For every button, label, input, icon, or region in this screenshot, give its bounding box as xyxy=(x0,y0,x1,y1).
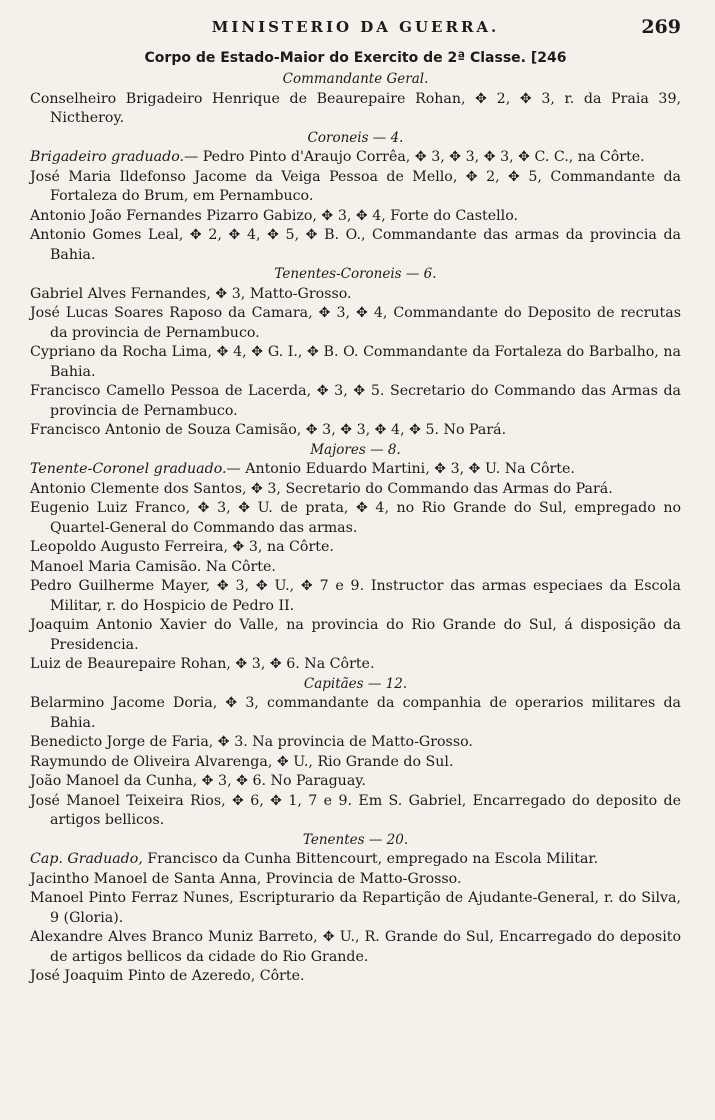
entry-text: Gabriel Alves Fernandes, ✥ 3, Matto-Grosso. xyxy=(30,285,352,302)
rank-subheading: Capitães — 12. xyxy=(303,675,408,692)
page-number: 269 xyxy=(641,16,681,38)
officer-entry xyxy=(30,753,681,773)
entry-text: João Manoel da Cunha, ✥ 3, ✥ 6. No Paraguay. xyxy=(30,773,366,789)
entry-text: Alexandre Alves Branco Muniz Barreto, ✥ U., R. Grande do Sul, Encarregado do deposito de artigos bellicos da cidade do Rio Grande. xyxy=(30,929,681,965)
entry-text: José Manoel Teixeira Rios, ✥ 6, ✥ 1, 7 e 9. Em S. Gabriel, Encarregado do deposito de artigos bellicos. xyxy=(30,792,681,828)
entry-text: Antonio Gomes Leal, ✥ 2, ✥ 4, ✥ 5, ✥ B. O., Commandante das armas da provincia da Bahia. xyxy=(30,227,681,263)
officer-entry xyxy=(30,226,681,265)
officer-entry xyxy=(30,538,681,558)
officer-entry xyxy=(30,382,681,421)
officer-entry xyxy=(30,655,681,675)
rank-label: Brigadeiro graduado. xyxy=(30,149,185,165)
officer-entry xyxy=(30,168,681,207)
section-title: Corpo de Estado-Maior do Exercito de 2ª Classe. [246 xyxy=(144,50,567,66)
entry-text: Manoel Pinto Ferraz Nunes, Escripturario da Repartição de Ajudante-General, r. do Silva, 9 (Gloria). xyxy=(30,890,681,926)
officer-entry xyxy=(30,148,681,168)
officer-entry xyxy=(30,499,681,538)
officer-entry xyxy=(30,577,681,616)
entry-text: Antonio João Fernandes Pizarro Gabizo, ✥ 3, ✥ 4, Forte do Castello. xyxy=(30,207,519,224)
entry-text: Belarmino Jacome Doria, ✥ 3, commandante da companhia de operarios militares da Bahia. xyxy=(30,695,681,731)
officer-entry xyxy=(30,870,681,890)
officer-entry xyxy=(30,460,681,480)
entry-text: Benedicto Jorge de Faria, ✥ 3. Na provincia de Matto-Grosso. xyxy=(30,734,473,750)
rank-subheading: Majores — 8. xyxy=(310,441,401,458)
officer-entry xyxy=(30,207,681,227)
entry-text: Luiz de Beaurepaire Rohan, ✥ 3, ✥ 6. Na Côrte. xyxy=(30,656,375,672)
officer-entry xyxy=(30,850,681,870)
document-body xyxy=(30,70,681,987)
entry-text: Joaquim Antonio Xavier do Valle, na provincia do Rio Grande do Sul, á disposição da Presidencia. xyxy=(30,617,681,653)
officer-entry xyxy=(30,889,681,928)
entry-text: Francisco Antonio de Souza Camisão, ✥ 3, ✥ 3, ✥ 4, ✥ 5. No Pará. xyxy=(30,422,507,438)
officer-entry xyxy=(30,928,681,967)
entry-text: Raymundo de Oliveira Alvarenga, ✥ U., Rio Grande do Sul. xyxy=(30,753,454,770)
officer-entry xyxy=(30,421,681,441)
entry-text: José Maria Ildefonso Jacome da Veiga Pessoa de Mello, ✥ 2, ✥ 5, Commandante da Fortaleza do Brum, em Pernambuco. xyxy=(30,168,681,204)
officer-entry xyxy=(30,90,681,129)
officer-entry xyxy=(30,694,681,733)
entry-text: Eugenio Luiz Franco, ✥ 3, ✥ U. de prata, ✥ 4, no Rio Grande do Sul, empregado no Quartel-General do Commando das armas. xyxy=(30,500,681,536)
rank-subheading: Tenentes — 20. xyxy=(302,831,409,848)
entry-text: Jacintho Manoel de Santa Anna, Provincia de Matto-Grosso. xyxy=(30,870,462,887)
rank-subheading: Tenentes-Coroneis — 6. xyxy=(274,266,437,282)
entry-text: José Joaquim Pinto de Azeredo, Côrte. xyxy=(30,968,305,984)
entry-text: — Antonio Eduardo Martini, ✥ 3, ✥ U. Na Côrte. xyxy=(226,461,575,477)
entry-text: Cypriano da Rocha Lima, ✥ 4, ✥ G. I., ✥ B. O. Commandante da Fortaleza do Barbalho, na Bahia. xyxy=(30,344,681,380)
entry-text: Leopoldo Augusto Ferreira, ✥ 3, na Côrte. xyxy=(30,539,334,555)
entry-text: Manoel Maria Camisão. Na Côrte. xyxy=(30,558,276,575)
officer-entry xyxy=(30,285,681,305)
rank-subheading: Commandante Geral. xyxy=(282,71,429,87)
entry-text: Francisco da Cunha Bittencourt, empregado na Escola Militar. xyxy=(142,851,599,867)
officer-entry xyxy=(30,343,681,382)
rank-label: Tenente-Coronel graduado. xyxy=(30,461,227,477)
entry-text: — Pedro Pinto d'Araujo Corrêa, ✥ 3, ✥ 3, ✥ 3, ✥ C. C., na Côrte. xyxy=(184,149,645,165)
running-head xyxy=(30,16,681,42)
entry-text: Pedro Guilherme Mayer, ✥ 3, ✥ U., ✥ 7 e 9. Instructor das armas especiaes da Escola Militar, r. do Hospicio de Pedro II. xyxy=(30,578,681,614)
officer-entry xyxy=(30,616,681,655)
rank-subheading: Coroneis — 4. xyxy=(307,129,404,146)
rank-label: Cap. Graduado, xyxy=(30,851,143,867)
officer-entry xyxy=(30,733,681,753)
entry-text: Francisco Camello Pessoa de Lacerda, ✥ 3, ✥ 5. Secretario do Commando das Armas da provincia de Pernambuco. xyxy=(30,383,681,419)
running-title: MINISTERIO DA GUERRA. xyxy=(211,18,500,36)
officer-entry xyxy=(30,967,681,987)
officer-entry xyxy=(30,304,681,343)
officer-entry xyxy=(30,772,681,792)
officer-entry xyxy=(30,792,681,831)
entry-text: José Lucas Soares Raposo da Camara, ✥ 3, ✥ 4, Commandante do Deposito de recrutas da provincia de Pernambuco. xyxy=(30,305,681,341)
entry-text: Conselheiro Brigadeiro Henrique de Beaurepaire Rohan, ✥ 2, ✥ 3, r. da Praia 39, Nictheroy. xyxy=(30,90,681,126)
officer-entry xyxy=(30,480,681,500)
officer-entry xyxy=(30,558,681,578)
entry-text: Antonio Clemente dos Santos, ✥ 3, Secretario do Commando das Armas do Pará. xyxy=(30,480,613,497)
